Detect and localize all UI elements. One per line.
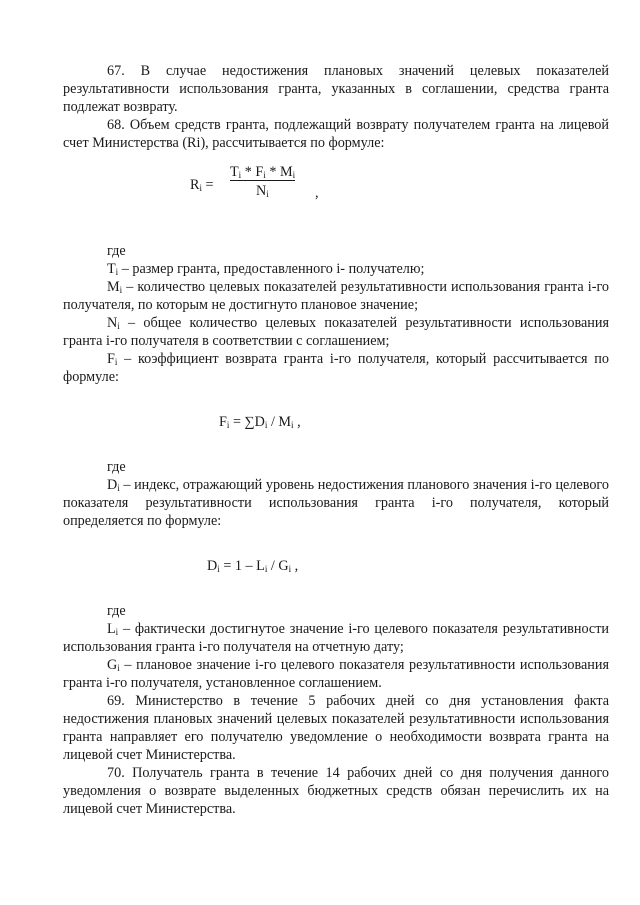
formula-ri-denominator: $N_i$ [256,183,269,199]
formula-ri-numerator: $T_i * F_i * M_i$ [230,164,296,180]
definition-g: $G_i$ – плановое значение i-го целевого показателя результативности использования гранта i-го получателя, установленное соглашением. [63,657,609,691]
definition-d: $D_i$ – индекс, отражающий уровень недостижения планового значения i-го целевого показателя результативности использования гранта i-го получателя, который определяется по формуле: [63,477,609,529]
definition-n: $N_i$ – общее количество целевых показателей результативности использования гранта i-го получателя в соответствии с соглашением; [63,315,609,349]
definition-l: $L_i$ – фактически достигнутое значение i-го целевого показателя результативности использования гранта i-го получателя на отчетную дату; [63,621,609,655]
document-page [63,62,609,818]
paragraph-68: 68. Объем средств гранта, подлежащий возврату получателем гранта на лицевой счет Министерства (Ri), рассчитывается по формуле: [63,117,609,151]
paragraph-70: 70. Получатель гранта в течение 14 рабочих дней со дня получения данного уведомления о возврате выделенных бюджетных средств обязан перечислить их на лицевой счет Министерства. [63,765,609,817]
formula-fi: $F_i = \sum D_i / M_i$ , [219,414,301,430]
paragraph-67: 67. В случае недостижения плановых значений целевых показателей результативности использования гранта, указанных в соглашении, средства гранта подлежат возврату. [63,63,609,115]
formula-ri-lhs: $R_i$ = [190,177,214,193]
where-label-2: где [107,459,126,475]
where-label-3: где [107,603,126,619]
definition-m: $M_i$ – количество целевых показателей результативности использования гранта i-го получателя, по которым не достигнуто плановое значение; [63,279,609,313]
definition-f: $F_i$ – коэффициент возврата гранта i-го получателя, который рассчитывается по формуле: [63,351,609,385]
formula-ri-comma: , [315,185,319,201]
definition-t: $T_i$ – размер гранта, предоставленного i- получателю; [107,261,425,277]
formula-di: $D_i = 1 - L_i / G_i$ , [207,558,299,574]
paragraph-69: 69. Министерство в течение 5 рабочих дней со дня установления факта недостижения плановых значений целевых показателей результативности использования гранта направляет его получателю уведомление о необходимости возврата гранта на лицевой счет Министерства. [63,693,609,763]
formula-ri [63,152,609,224]
where-label-1: где [107,243,126,259]
